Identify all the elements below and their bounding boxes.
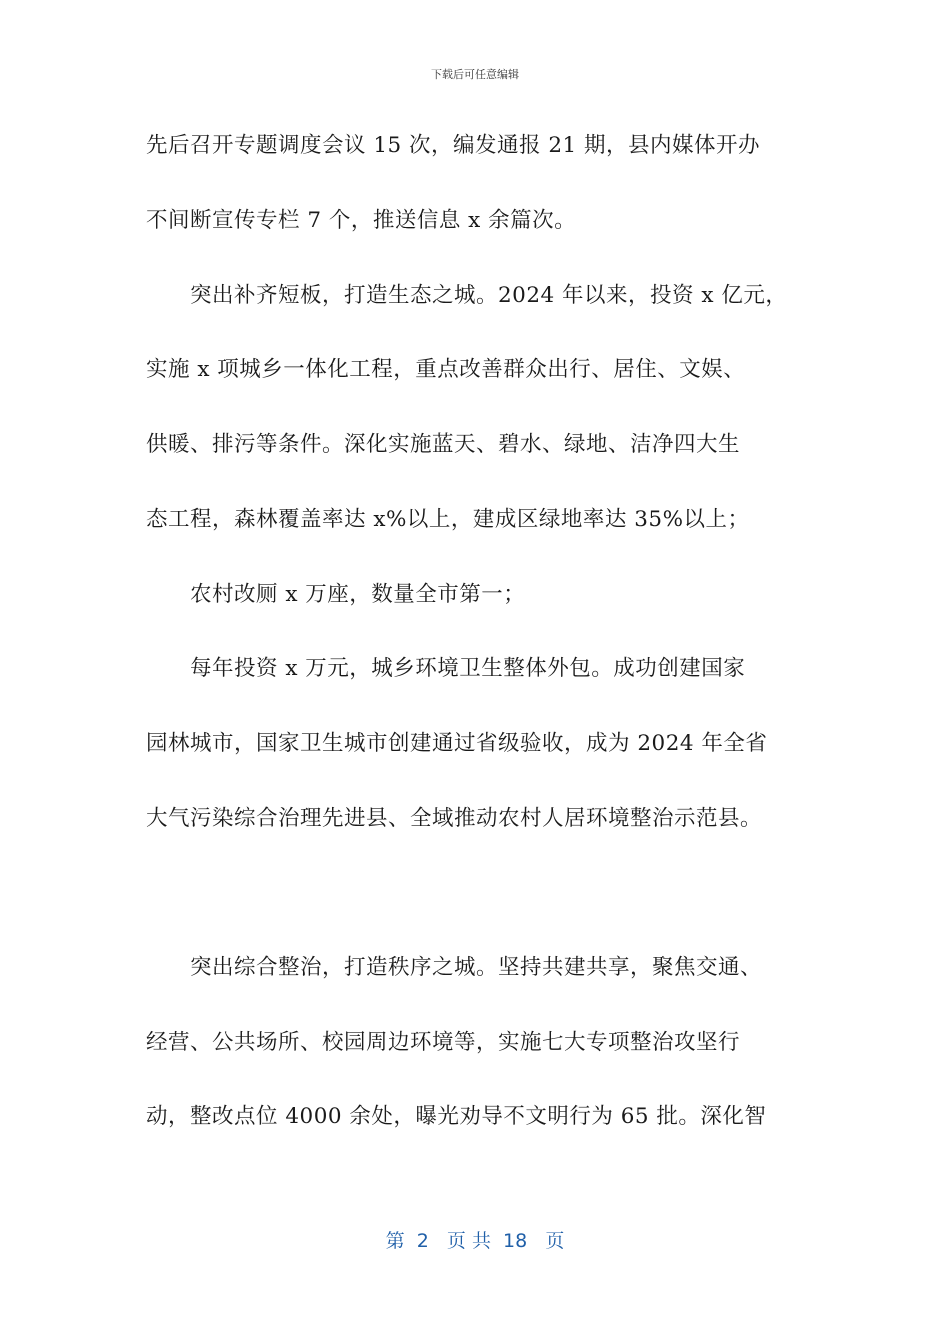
text-line: 供暖、排污等条件。深化实施蓝天、碧水、绿地、洁净四大生 <box>146 432 741 457</box>
page-number-footer: 第 2 页 共 18 页 <box>385 1230 565 1252</box>
text-line: 大气污染综合治理先进县、全域推动农村人居环境整治示范县。 <box>146 806 763 831</box>
text-line: 动，整改点位 4000 余处，曝光劝导不文明行为 65 批。深化智 <box>146 1104 767 1129</box>
text-line: 突出补齐短板，打造生态之城。2024 年以来，投资 x 亿元， <box>146 283 788 308</box>
text-line: 突出综合整治，打造秩序之城。坚持共建共享，聚焦交通、 <box>146 955 763 980</box>
text-line: 态工程，森林覆盖率达 x%以上，建成区绿地率达 35%以上； <box>146 507 750 532</box>
page-header: 下载后可任意编辑 <box>431 68 519 81</box>
text-line: 实施 x 项城乡一体化工程，重点改善群众出行、居住、文娱、 <box>146 357 746 382</box>
text-line: 每年投资 x 万元，城乡环境卫生整体外包。成功创建国家 <box>146 656 746 681</box>
text-line: 不间断宣传专栏 7 个，推送信息 x 余篇次。 <box>146 208 577 233</box>
text-line: 经营、公共场所、校园周边环境等，实施七大专项整治攻坚行 <box>146 1030 741 1055</box>
text-line: 农村改厕 x 万座，数量全市第一； <box>146 582 526 607</box>
text-line: 先后召开专题调度会议 15 次，编发通报 21 期，县内媒体开办 <box>146 133 761 158</box>
text-line: 园林城市，国家卫生城市创建通过省级验收，成为 2024 年全省 <box>146 731 768 756</box>
